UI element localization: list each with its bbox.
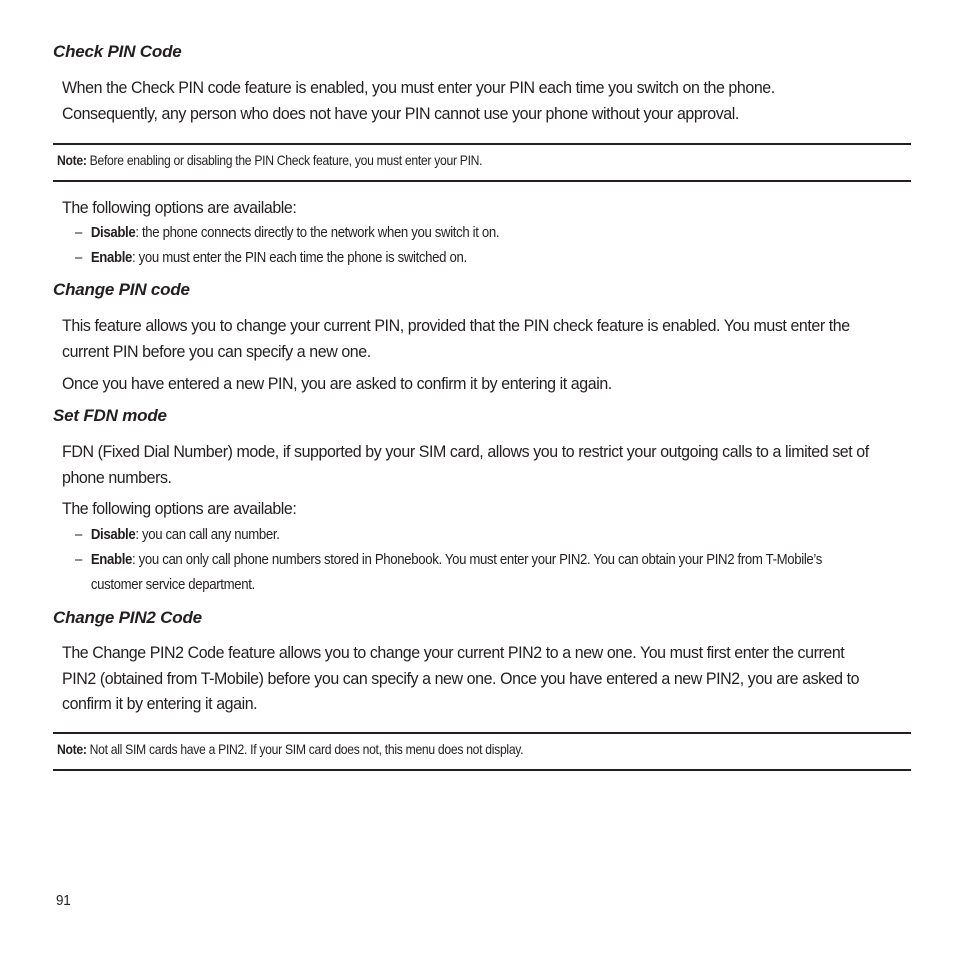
options-intro-check-pin: The following options are available: <box>62 198 297 217</box>
option-label: Disable <box>90 526 136 543</box>
option-text: : the phone connects directly to the network when you switch it on. <box>135 224 500 241</box>
note-label: Note: <box>57 152 87 168</box>
heading-change-pin-code: Change PIN code <box>53 280 190 299</box>
page-number: 91 <box>56 892 71 909</box>
option-label: Disable <box>90 224 136 241</box>
heading-change-pin2-code: Change PIN2 Code <box>53 608 202 627</box>
paragraph-check-pin-description: When the Check PIN code feature is enabled, you must enter your PIN each time you switch on the phone. Consequently, any person who does not have your PIN cannot use your phone without your approval. <box>62 78 775 123</box>
option-text: : you can call any number. <box>135 526 280 543</box>
list-item-fdn-disable <box>75 522 849 547</box>
note-text: Before enabling or disabling the PIN Check feature, you must enter your PIN. <box>86 152 483 168</box>
note-bottom-rule <box>53 769 911 771</box>
note-top-rule <box>53 143 911 145</box>
note-label: Note: <box>57 741 87 757</box>
option-text: : you can only call phone numbers stored in Phonebook. You must enter your PIN2. You can obtain your PIN2 from T-Mobile’s customer service department. <box>90 551 822 593</box>
option-label: Enable <box>90 551 133 568</box>
paragraph-change-pin2-description: The Change PIN2 Code feature allows you to change your current PIN2 to a new one. You must first enter the current PIN2 (obtained from T-Mobile) before you can specify a new one. Once you have entered a new PIN2, you are asked to confirm it by entering it again. <box>62 643 860 713</box>
options-intro-fdn: The following options are available: <box>62 499 297 518</box>
dash-bullet: – <box>75 249 82 266</box>
dash-bullet: – <box>75 551 82 568</box>
note-text: Not all SIM cards have a PIN2. If your SIM card does not, this menu does not display. <box>86 741 524 757</box>
note-bottom-rule <box>53 180 911 182</box>
option-text: : you must enter the PIN each time the phone is switched on. <box>132 249 467 266</box>
heading-set-fdn-mode: Set FDN mode <box>53 406 167 425</box>
paragraph-fdn-description: FDN (Fixed Dial Number) mode, if supported by your SIM card, allows you to restrict your outgoing calls to a limited set of phone numbers. <box>62 442 869 487</box>
list-item-check-pin-disable <box>75 220 849 245</box>
heading-check-pin-code: Check PIN Code <box>53 42 182 61</box>
dash-bullet: – <box>75 224 82 241</box>
note-check-pin <box>57 152 482 168</box>
option-label: Enable <box>90 249 133 266</box>
paragraph-change-pin-description: This feature allows you to change your current PIN, provided that the PIN check feature is enabled. You must enter the current PIN before you can specify a new one. <box>62 316 850 361</box>
list-item-fdn-enable <box>75 547 849 597</box>
list-item-check-pin-enable <box>75 245 849 270</box>
note-top-rule <box>53 732 911 734</box>
dash-bullet: – <box>75 526 82 543</box>
note-pin2 <box>57 741 523 757</box>
paragraph-change-pin-confirm: Once you have entered a new PIN, you are asked to confirm it by entering it again. <box>62 374 612 393</box>
